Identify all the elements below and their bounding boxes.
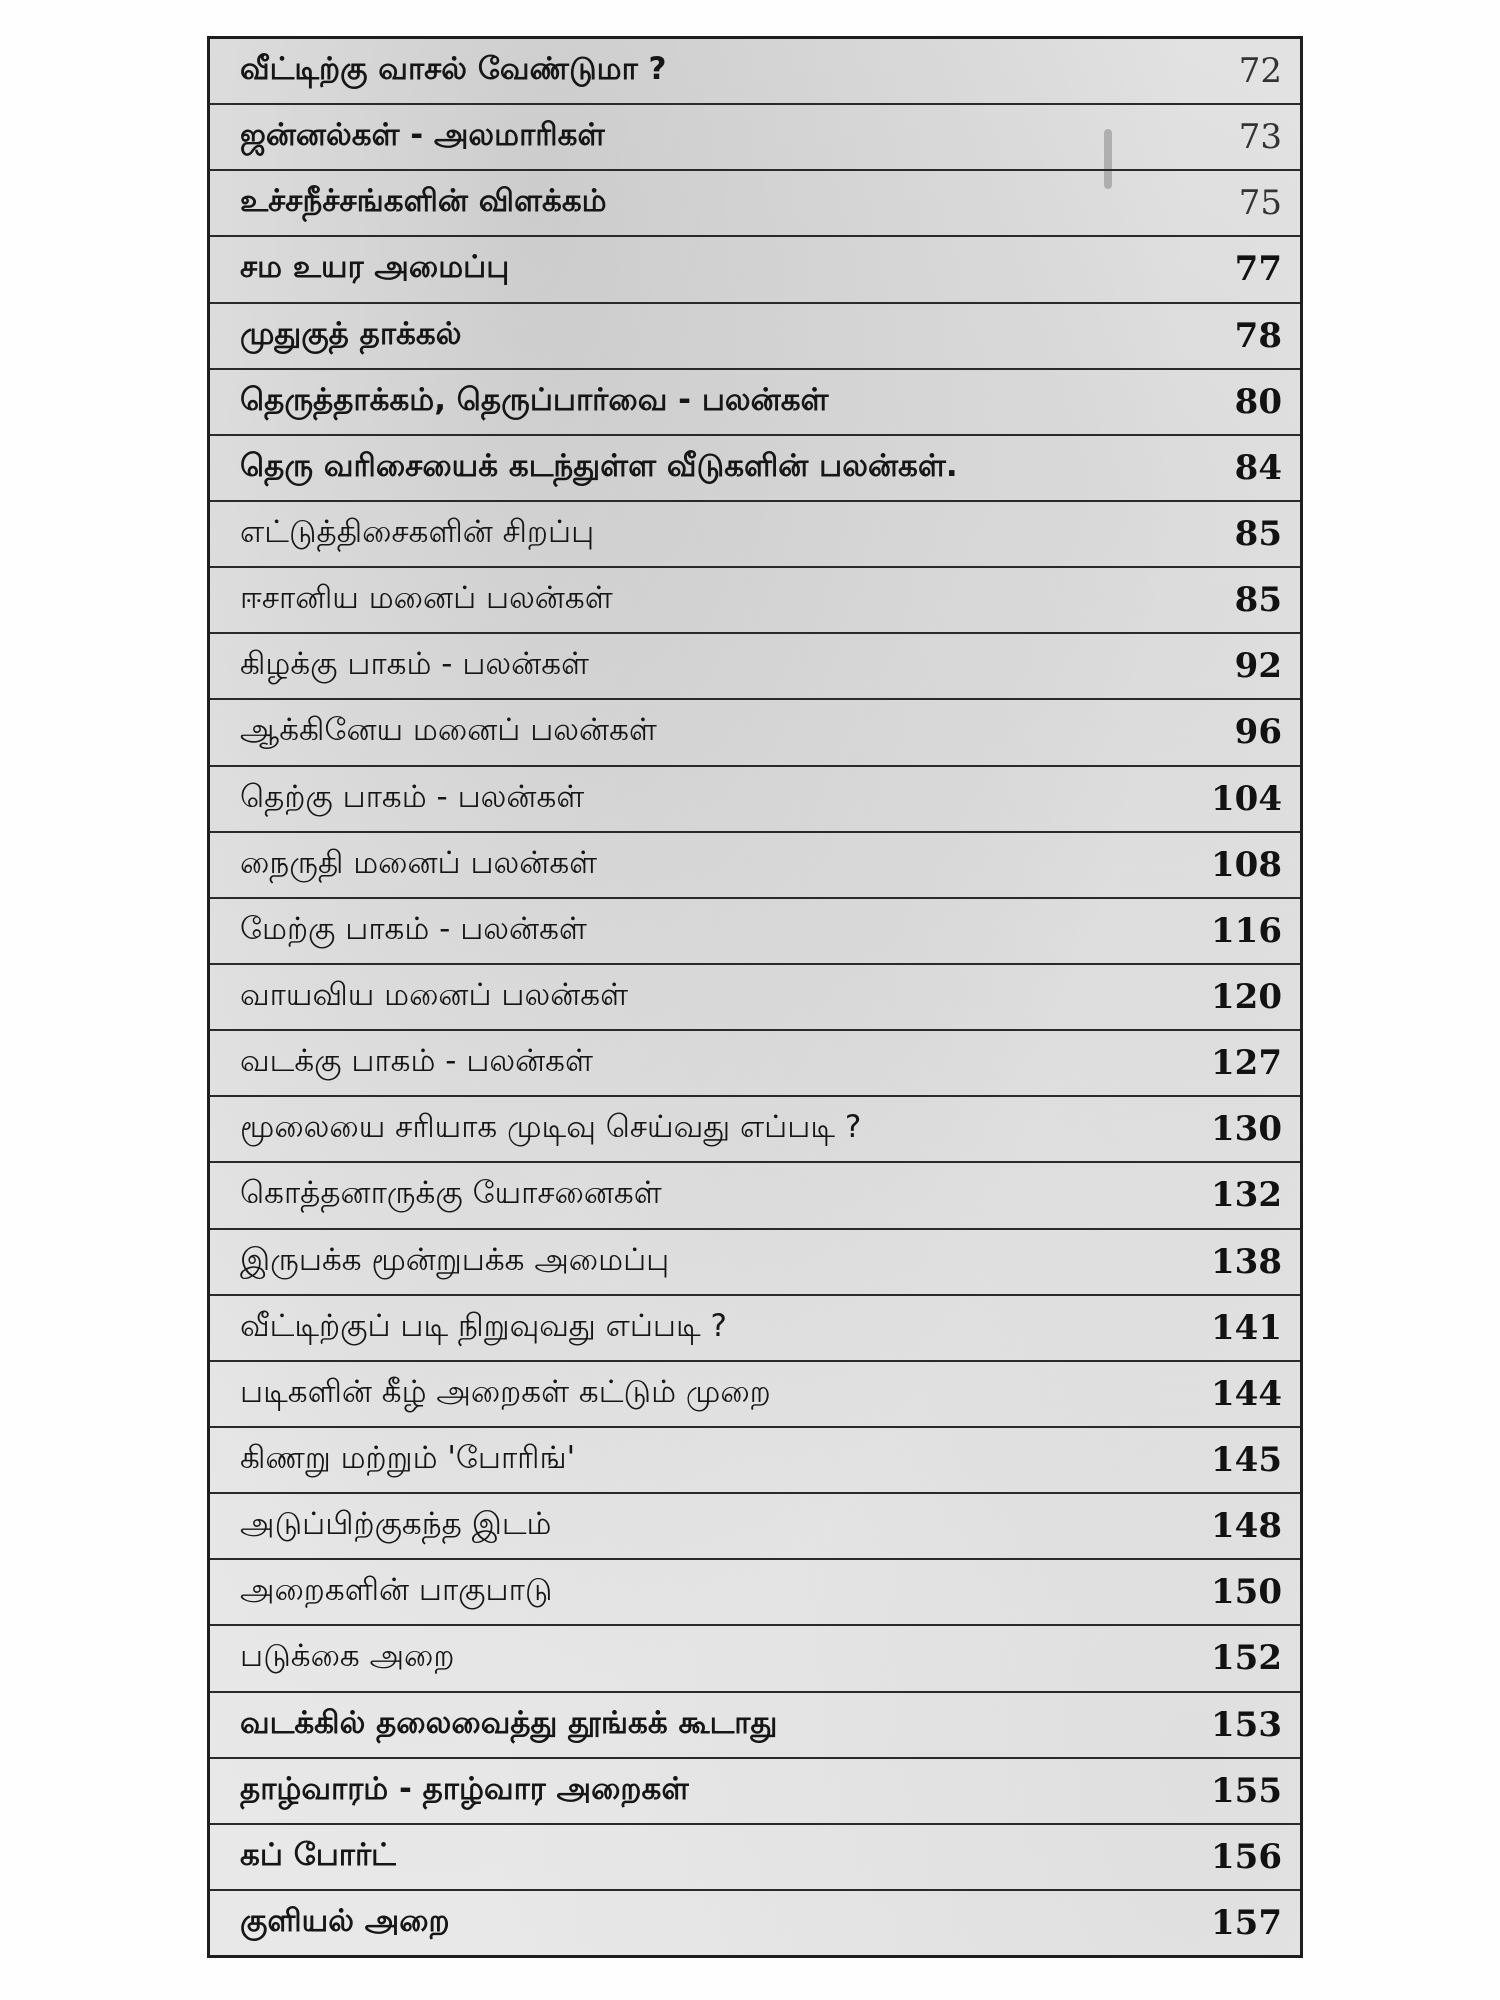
toc-row xyxy=(210,1494,1300,1560)
toc-entry-title: குளியல் அறை xyxy=(240,1903,450,1939)
toc-row xyxy=(210,436,1300,502)
toc-entry-page: 127 xyxy=(1211,1043,1282,1084)
toc-row xyxy=(210,105,1300,171)
toc-entry-title: வீட்டிற்கு வாசல் வேண்டுமா ? xyxy=(240,51,667,88)
toc-entry-title: முதுகுத் தாக்கல் xyxy=(240,315,462,352)
toc-list xyxy=(210,39,1300,1955)
toc-entry-page: 78 xyxy=(1234,315,1282,356)
toc-entry-page: 120 xyxy=(1211,977,1282,1018)
toc-entry-page: 72 xyxy=(1238,51,1282,92)
toc-entry-page: 77 xyxy=(1234,249,1282,290)
toc-row xyxy=(210,568,1300,634)
toc-entry-page: 73 xyxy=(1238,117,1282,158)
toc-entry-page: 157 xyxy=(1211,1903,1282,1943)
toc-entry-page: 152 xyxy=(1211,1638,1282,1679)
toc-row xyxy=(210,965,1300,1031)
toc-row xyxy=(210,1296,1300,1362)
toc-entry-title: வாயவிய மனைப் பலன்கள் xyxy=(240,977,629,1014)
toc-entry-title: சம உயர அமைப்பு xyxy=(240,249,510,286)
toc-row xyxy=(210,833,1300,899)
toc-row xyxy=(210,1825,1300,1891)
toc-entry-title: தெரு வரிசையைக் கடந்துள்ள வீடுகளின் பலன்கள். xyxy=(240,447,958,484)
toc-entry-page: 92 xyxy=(1234,646,1282,687)
toc-row xyxy=(210,1097,1300,1163)
toc-entry-title: கொத்தனாருக்கு யோசனைகள் xyxy=(240,1175,662,1212)
toc-row xyxy=(210,1163,1300,1229)
toc-entry-page: 85 xyxy=(1234,580,1282,621)
toc-entry-page: 155 xyxy=(1211,1770,1282,1811)
toc-row xyxy=(210,237,1300,303)
toc-entry-page: 153 xyxy=(1211,1704,1282,1745)
toc-entry-page: 130 xyxy=(1211,1109,1282,1150)
toc-entry-title: கிழக்கு பாகம் - பலன்கள் xyxy=(240,646,589,683)
toc-row xyxy=(210,767,1300,833)
toc-row xyxy=(210,1428,1300,1494)
toc-row xyxy=(210,171,1300,237)
toc-entry-page: 116 xyxy=(1211,910,1282,951)
toc-entry-title: உச்சநீச்சங்களின் விளக்கம் xyxy=(240,183,607,220)
toc-entry-title: வீட்டிற்குப் படி நிறுவுவது எப்படி ? xyxy=(240,1307,727,1344)
toc-entry-page: 148 xyxy=(1211,1506,1282,1547)
toc-entry-page: 80 xyxy=(1234,381,1282,422)
toc-entry-page: 138 xyxy=(1211,1241,1282,1282)
toc-entry-title: மூலையை சரியாக முடிவு செய்வது எப்படி ? xyxy=(240,1109,862,1146)
toc-entry-title: ஆக்கினேய மனைப் பலன்கள் xyxy=(240,712,657,749)
toc-row xyxy=(210,370,1300,436)
toc-row xyxy=(210,304,1300,370)
toc-row xyxy=(210,1031,1300,1097)
toc-row xyxy=(210,1362,1300,1428)
toc-entry-title: மேற்கு பாகம் - பலன்கள் xyxy=(240,910,587,947)
toc-entry-title: படிகளின் கீழ் அறைகள் கட்டும் முறை xyxy=(240,1373,771,1410)
toc-entry-title: எட்டுத்திசைகளின் சிறப்பு xyxy=(240,514,595,551)
toc-row xyxy=(210,700,1300,766)
toc-entry-page: 75 xyxy=(1238,183,1282,224)
table-of-contents xyxy=(207,36,1303,1958)
toc-row xyxy=(210,899,1300,965)
toc-row xyxy=(210,634,1300,700)
toc-row xyxy=(210,1693,1300,1759)
toc-entry-page: 132 xyxy=(1211,1175,1282,1216)
toc-row xyxy=(210,1560,1300,1626)
toc-entry-page: 150 xyxy=(1211,1572,1282,1613)
toc-entry-title: தாழ்வாரம் - தாழ்வார அறைகள் xyxy=(240,1770,690,1807)
toc-row xyxy=(210,1230,1300,1296)
toc-entry-title: நைருதி மனைப் பலன்கள் xyxy=(240,844,598,881)
toc-row xyxy=(210,1759,1300,1825)
toc-entry-title: வடக்கில் தலைவைத்து தூங்கக் கூடாது xyxy=(240,1704,778,1741)
toc-row xyxy=(210,1626,1300,1692)
toc-entry-title: ஈசானிய மனைப் பலன்கள் xyxy=(240,580,613,617)
toc-row xyxy=(210,502,1300,568)
toc-row xyxy=(210,39,1300,105)
toc-entry-page: 156 xyxy=(1211,1836,1282,1877)
toc-entry-title: அடுப்பிற்குகந்த இடம் xyxy=(240,1506,552,1543)
toc-entry-title: இருபக்க மூன்றுபக்க அமைப்பு xyxy=(240,1241,670,1278)
toc-entry-page: 108 xyxy=(1211,844,1282,885)
toc-entry-page: 141 xyxy=(1211,1307,1282,1348)
toc-entry-page: 85 xyxy=(1234,514,1282,555)
toc-entry-title: கப் போர்ட் xyxy=(240,1836,396,1873)
toc-entry-title: வடக்கு பாகம் - பலன்கள் xyxy=(240,1043,593,1080)
toc-entry-title: கிணறு மற்றும் 'போரிங்' xyxy=(240,1440,576,1477)
toc-entry-page: 145 xyxy=(1211,1440,1282,1481)
toc-entry-title: தெருத்தாக்கம், தெருப்பார்வை - பலன்கள் xyxy=(240,381,829,418)
toc-entry-title: படுக்கை அறை xyxy=(240,1638,455,1675)
toc-entry-title: அறைகளின் பாகுபாடு xyxy=(240,1572,553,1609)
toc-entry-page: 144 xyxy=(1211,1373,1282,1414)
toc-entry-page: 104 xyxy=(1211,778,1282,819)
toc-entry-page: 84 xyxy=(1234,447,1282,488)
toc-entry-page: 96 xyxy=(1234,712,1282,753)
toc-entry-title: தெற்கு பாகம் - பலன்கள் xyxy=(240,778,585,815)
toc-row xyxy=(210,1891,1300,1955)
toc-entry-title: ஜன்னல்கள் - அலமாரிகள் xyxy=(240,117,606,154)
